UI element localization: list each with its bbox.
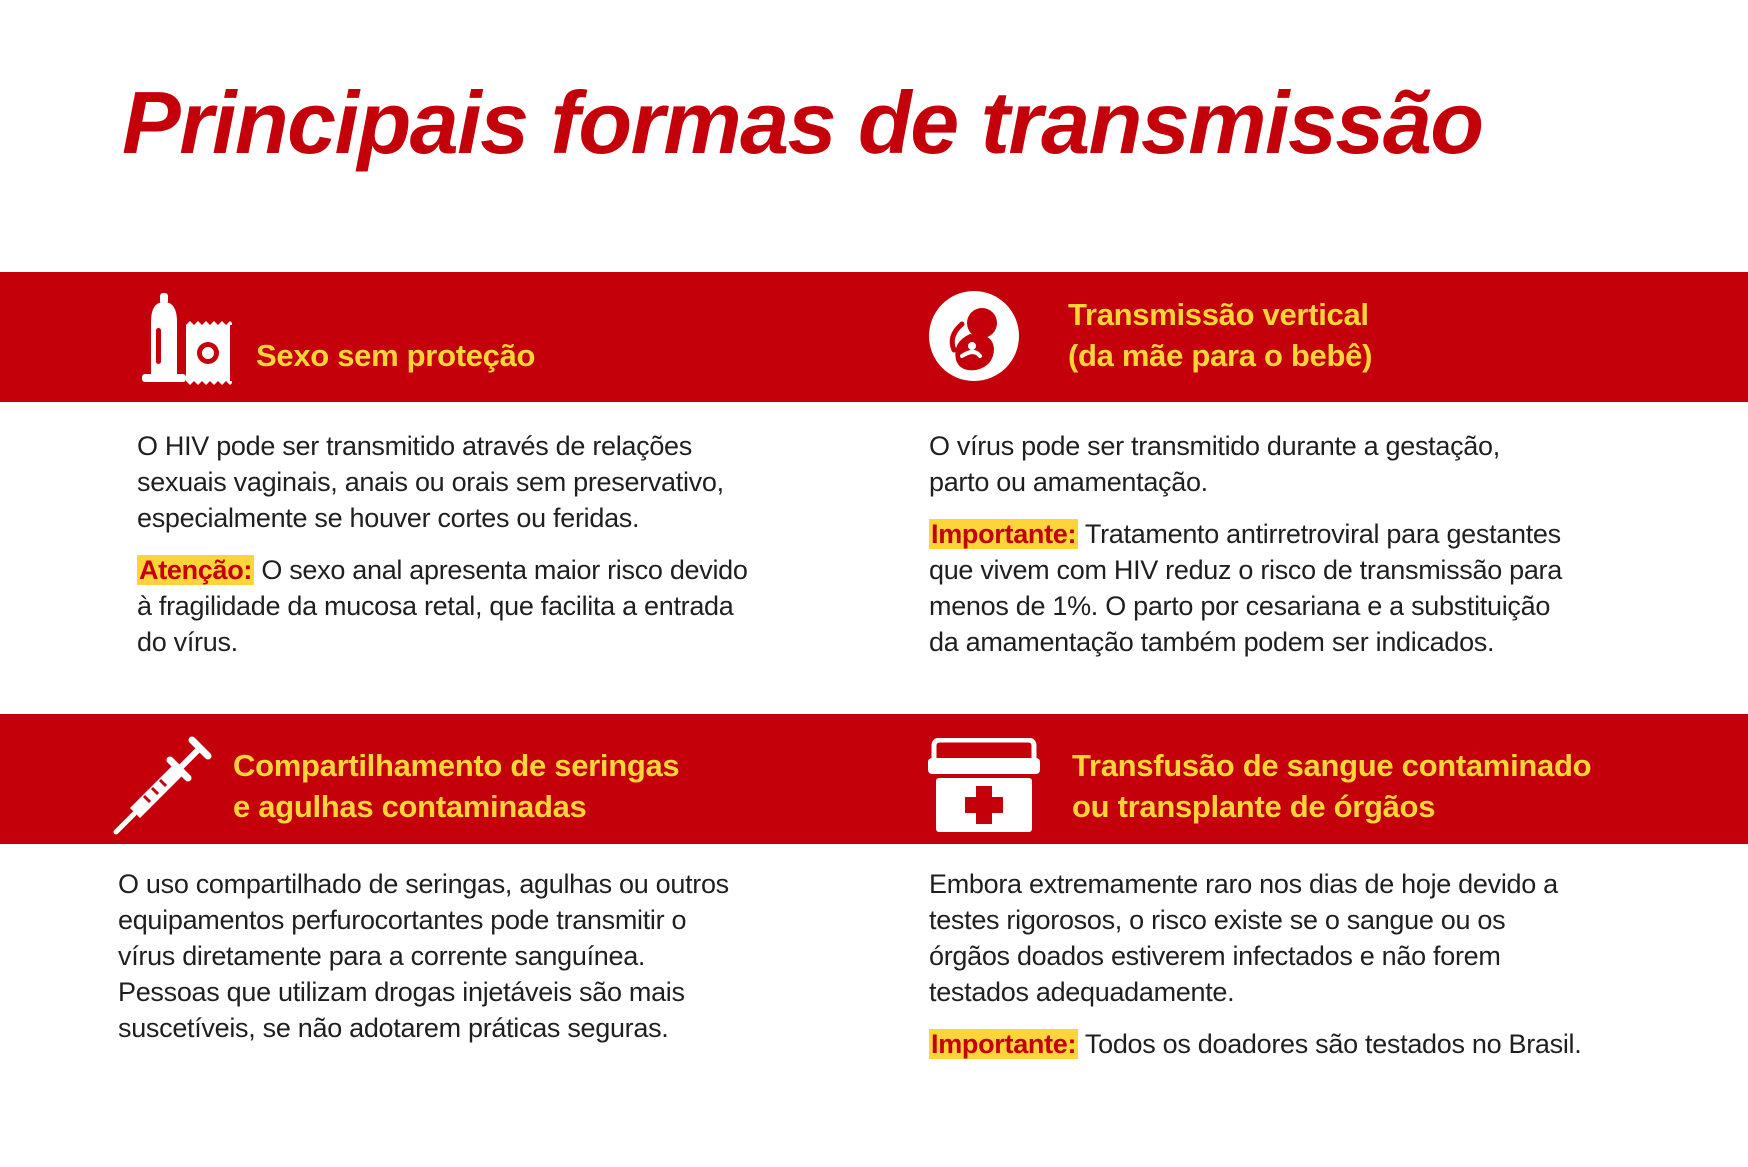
section-heading: Compartilhamento de seringas e agulhas contaminadas bbox=[233, 748, 680, 824]
fetus-icon bbox=[928, 290, 1020, 382]
section-body: O HIV pode ser transmitido através de relações sexuais vaginais, anais ou orais sem preservativo, especialmente se houver cortes ou feridas. Atenção: O sexo anal apresenta maior risco devido à fragilidade da mucosa retal, que facilita a entrada do vírus. bbox=[137, 428, 748, 660]
condom-icon bbox=[138, 292, 232, 386]
attention-note: Atenção: O sexo anal apresenta maior risco devido à fragilidade da mucosa retal, que facilita a entrada do vírus. bbox=[137, 555, 748, 657]
section-heading: Transmissão vertical (da mãe para o bebê) bbox=[1068, 297, 1373, 373]
important-note: Importante: Tratamento antirretroviral para gestantes que vivem com HIV reduz o risco de transmissão para menos de 1%. O parto por cesariana e a substituição da amamentação também podem ser indicados. bbox=[929, 519, 1562, 657]
section-body: Embora extremamente raro nos dias de hoje devido a testes rigorosos, o risco existe se o sangue ou os órgãos doados estiverem infectados e não forem testados adequadamente. Importante: Todos os doadores são testados no Brasil. bbox=[929, 866, 1581, 1062]
important-label: Importante: bbox=[931, 519, 1077, 549]
important-note: Importante: Todos os doadores são testados no Brasil. bbox=[931, 1029, 1582, 1059]
section-body: O uso compartilhado de seringas, agulhas ou outros equipamentos perfurocortantes pode transmitir o vírus diretamente para a corrente sanguínea. Pessoas que utilizam drogas injetáveis são mais suscetíveis, se não adotarem práticas seguras. bbox=[118, 869, 729, 1043]
attention-label: Atenção: bbox=[139, 555, 253, 585]
section-heading: Sexo sem proteção bbox=[256, 338, 536, 373]
important-label: Importante: bbox=[931, 1029, 1077, 1059]
section-body: O vírus pode ser transmitido durante a gestação, parto ou amamentação. Importante: Tratamento antirretroviral para gestantes que vivem com HIV reduz o risco de transmissão para menos de 1%. O parto por cesariana e a substituição da amamentação também podem ser indicados. bbox=[929, 428, 1562, 660]
section-heading: Transfusão de sangue contaminado ou transplante de órgãos bbox=[1072, 748, 1592, 824]
medical-cooler-icon bbox=[928, 738, 1040, 834]
page-title: Principais formas de transmissão bbox=[122, 73, 1483, 172]
syringe-icon bbox=[112, 736, 212, 836]
